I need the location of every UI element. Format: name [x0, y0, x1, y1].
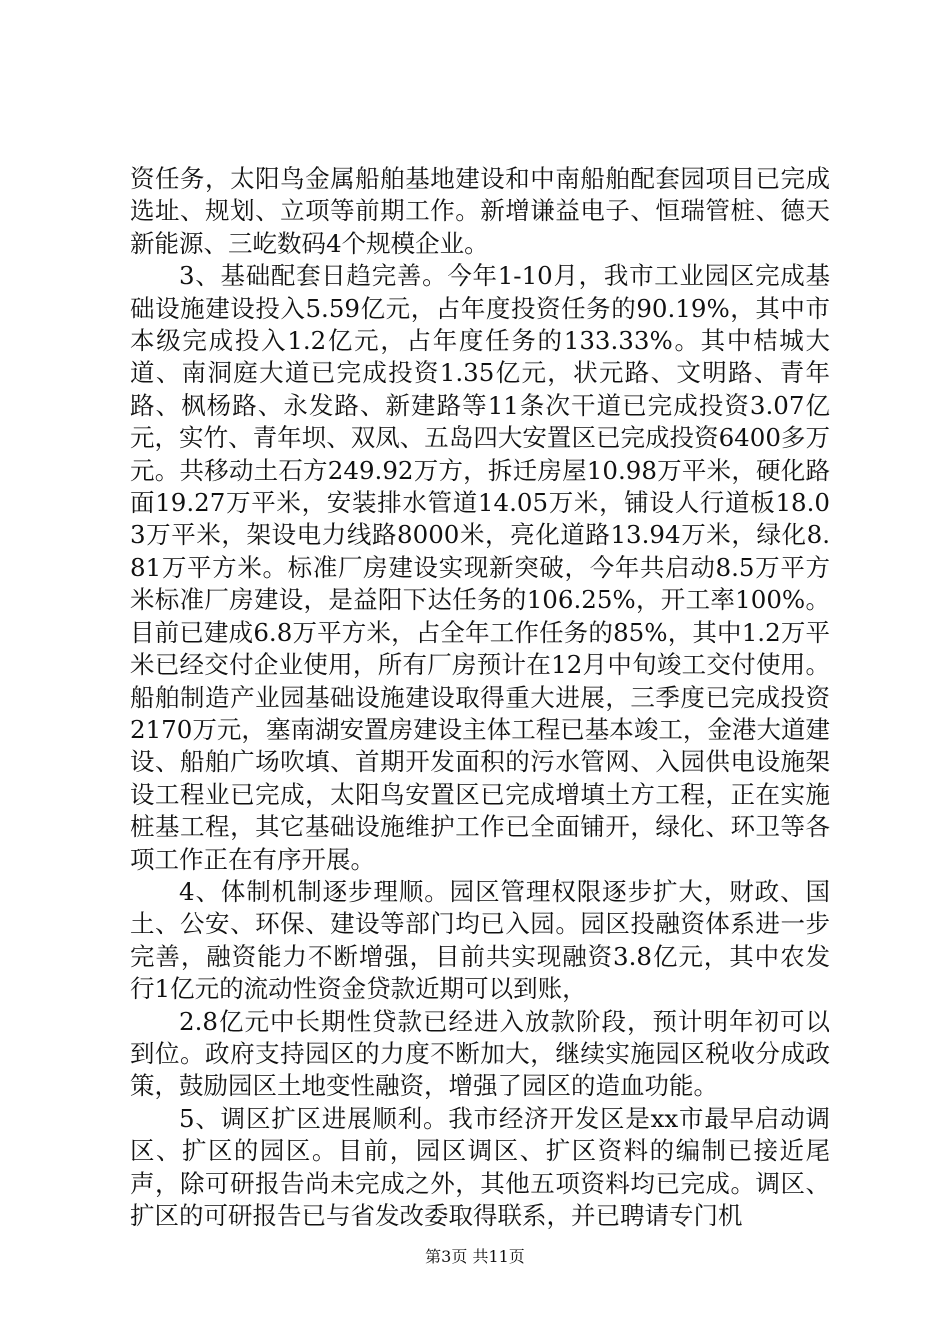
document-body [130, 163, 830, 1232]
paragraph-infrastructure: 3、基础配套日趋完善。今年1-10月，我市工业园区完成基础设施建设投入5.59亿元，占年度投资任务的90.19%，其中市本级完成投入1.2亿元，占年度任务的133.33%。其中桔城大道、南洞庭大道已完成投资1.35亿元，状元路、文明路、青年路、枫杨路、永发路、新建路等11条次干道已完成投资3.07亿元，实竹、青年坝、双凤、五岛四大安置区已完成投资6400多万元。共移动土石方249.92万方，拆迁房屋10.98万平米，硬化路面19.27万平米，安装排水管道14.05万米，铺设人行道板18.03万平米，架设电力线路8000米，亮化道路13.94万米，绿化8.81万平方米。标准厂房建设实现新突破，今年共启动8.5万平方米标准厂房建设，是益阳下达任务的106.25%，开工率100%。目前已建成6.8万平方米，占全年工作任务的85%，其中1.2万平米已经交付企业使用，所有厂房预计在12月中旬竣工交付使用。船舶制造产业园基础设施建设取得重大进展，三季度已完成投资2170万元，塞南湖安置房建设主体工程已基本竣工，金港大道建设、船舶广场吹填、首期开发面积的污水管网、入园供电设施架设工程业已完成，太阳鸟安置区已完成增填土方工程，正在实施桩基工程，其它基础设施维护工作已全面铺开，绿化、环卫等各项工作正在有序开展。 [130, 261, 830, 874]
paragraph-zone-expansion: 5、调区扩区进展顺利。我市经济开发区是xx市最早启动调区、扩区的园区。目前，园区调区、扩区资料的编制已接近尾声，除可研报告尚未完成之外，其他五项资料均已完成。调区、扩区的可研报告已与省发改委取得联系，并已聘请专门机 [130, 1103, 830, 1230]
page-number-footer: 第3页 共11页 [425, 1247, 525, 1266]
paragraph-institutional-mechanism: 4、体制机制逐步理顺。园区管理权限逐步扩大，财政、国土、公安、环保、建设等部门均已入园。园区投融资体系进一步完善，融资能力不断增强，目前共实现融资3.8亿元，其中农发行1亿元的流动性资金贷款近期可以到账， [130, 876, 830, 1004]
paragraph-long-term-loan: 2.8亿元中长期性贷款已经进入放款阶段，预计明年初可以到位。政府支持园区的力度不断加大，继续实施园区税收分成政策，鼓励园区土地变性融资，增强了园区的造血功能。 [130, 1006, 830, 1101]
paragraph-continued-investment: 资任务，太阳鸟金属船舶基地建设和中南船舶配套园项目已完成选址、规划、立项等前期工作。新增谦益电子、恒瑞管桩、德天新能源、三屹数码4个规模企业。 [130, 164, 830, 258]
